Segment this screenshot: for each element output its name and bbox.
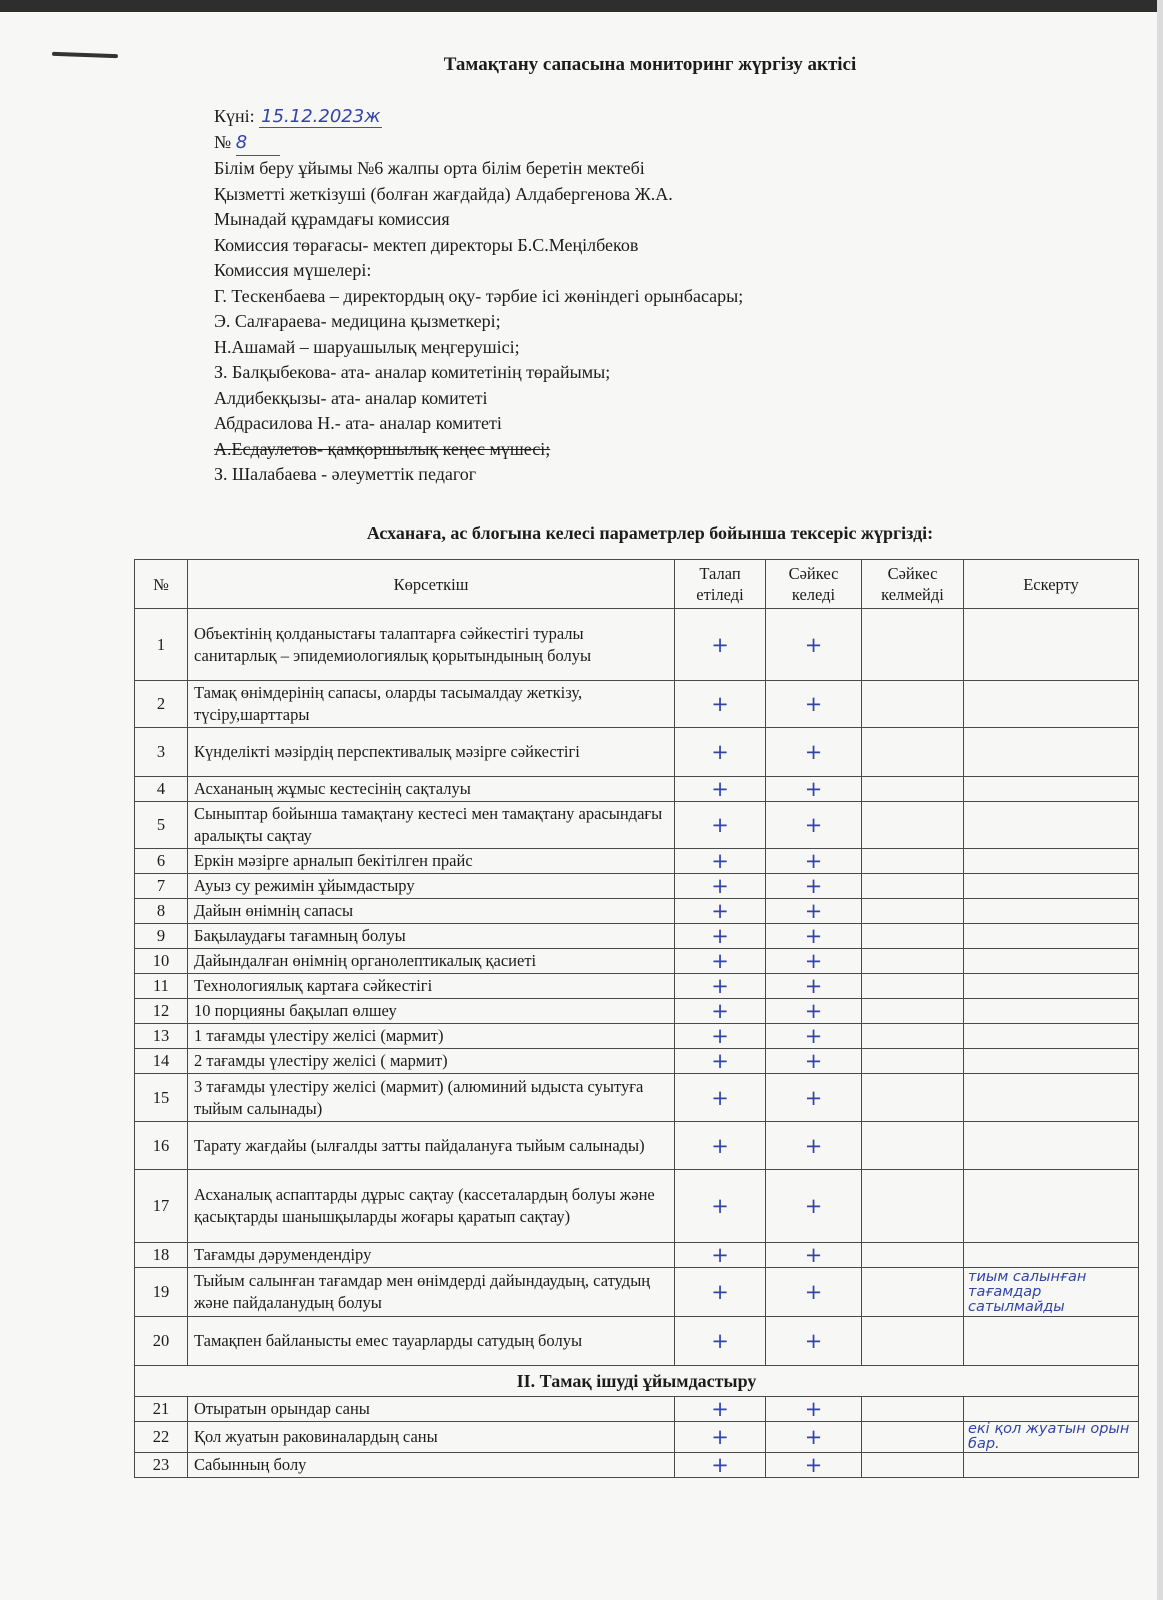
row-note-handwritten: тиым салынған тағамдар сатылмайды bbox=[964, 1268, 1139, 1317]
header-indicator: Көрсеткіш bbox=[188, 560, 675, 609]
row-indicator: 2 тағамды үлестіру желісі ( мармит) bbox=[188, 1049, 675, 1074]
header-matches: Сәйкес келеді bbox=[766, 560, 862, 609]
row-required-mark: + bbox=[675, 1024, 766, 1049]
row-indicator: Ауыз су режимін ұйымдастыру bbox=[188, 874, 675, 899]
row-num: 11 bbox=[135, 974, 188, 999]
row-indicator: Технологиялық картаға сәйкестігі bbox=[188, 974, 675, 999]
member-line: Э. Салғараева- медицина қызметкері; bbox=[214, 311, 501, 331]
row-note bbox=[964, 899, 1139, 924]
row-not-matches bbox=[862, 728, 964, 777]
chairman-line: Комиссия төрағасы- мектеп директоры Б.С.Меңілбеков bbox=[214, 234, 639, 255]
row-matches-mark: + bbox=[766, 924, 862, 949]
row-indicator: Тағамды дәрумендендіру bbox=[188, 1243, 675, 1268]
table-header-row bbox=[135, 560, 1139, 609]
row-num: 7 bbox=[135, 874, 188, 899]
table-row bbox=[135, 1074, 1139, 1122]
scan-right-edge bbox=[1157, 0, 1163, 1600]
row-required-mark: + bbox=[675, 899, 766, 924]
row-note bbox=[964, 949, 1139, 974]
row-required-mark: + bbox=[675, 1317, 766, 1366]
table-row bbox=[135, 1422, 1139, 1453]
row-note bbox=[964, 681, 1139, 728]
row-note bbox=[964, 974, 1139, 999]
row-num: 23 bbox=[135, 1453, 188, 1478]
table-row bbox=[135, 1397, 1139, 1422]
row-not-matches bbox=[862, 1170, 964, 1243]
row-indicator: Дайын өнімнің сапасы bbox=[188, 899, 675, 924]
number-line bbox=[214, 130, 743, 157]
row-num: 22 bbox=[135, 1422, 188, 1453]
row-not-matches bbox=[862, 899, 964, 924]
section-row bbox=[135, 1366, 1139, 1397]
row-not-matches bbox=[862, 777, 964, 802]
table-row bbox=[135, 899, 1139, 924]
row-not-matches bbox=[862, 974, 964, 999]
table-row bbox=[135, 1243, 1139, 1268]
row-required-mark: + bbox=[675, 802, 766, 849]
row-indicator: Еркін мәзірге арналып бекітілген прайс bbox=[188, 849, 675, 874]
row-not-matches bbox=[862, 1422, 964, 1453]
row-indicator: Тамақпен байланысты емес тауарларды сатудың болуы bbox=[188, 1317, 675, 1366]
row-not-matches bbox=[862, 924, 964, 949]
row-num: 9 bbox=[135, 924, 188, 949]
row-note bbox=[964, 1170, 1139, 1243]
row-required-mark: + bbox=[675, 777, 766, 802]
number-value: 8 bbox=[236, 130, 280, 157]
row-not-matches bbox=[862, 874, 964, 899]
row-matches-mark: + bbox=[766, 681, 862, 728]
row-matches-mark: + bbox=[766, 949, 862, 974]
row-not-matches bbox=[862, 999, 964, 1024]
row-note bbox=[964, 777, 1139, 802]
row-note bbox=[964, 999, 1139, 1024]
table-row bbox=[135, 974, 1139, 999]
row-matches-mark: + bbox=[766, 1317, 862, 1366]
row-required-mark: + bbox=[675, 1170, 766, 1243]
row-required-mark: + bbox=[675, 1049, 766, 1074]
row-required-mark: + bbox=[675, 1453, 766, 1478]
table-row bbox=[135, 1317, 1139, 1366]
row-not-matches bbox=[862, 949, 964, 974]
row-matches-mark: + bbox=[766, 1024, 862, 1049]
row-note-handwritten: екі қол жуатын орын бар. bbox=[964, 1422, 1139, 1453]
row-indicator: Тарату жағдайы (ылғалды затты пайдалануға тыйым салынады) bbox=[188, 1122, 675, 1170]
row-num: 1 bbox=[135, 609, 188, 681]
row-not-matches bbox=[862, 849, 964, 874]
row-indicator: Күнделікті мәзірдің перспективалық мәзірге сәйкестігі bbox=[188, 728, 675, 777]
table-row bbox=[135, 1122, 1139, 1170]
row-indicator: Тыйым салынған тағамдар мен өнімдерді дайындаудың, сатудың және пайдаланудың болуы bbox=[188, 1268, 675, 1317]
row-required-mark: + bbox=[675, 974, 766, 999]
row-num: 17 bbox=[135, 1170, 188, 1243]
table-row bbox=[135, 999, 1139, 1024]
row-indicator: Асханалық аспаптарды дұрыс сақтау (кассеталардың болуы және қасықтарды шанышқыларды жоғары қаратып сақтау) bbox=[188, 1170, 675, 1243]
row-indicator: 10 порцияны бақылап өлшеу bbox=[188, 999, 675, 1024]
row-required-mark: + bbox=[675, 609, 766, 681]
row-num: 20 bbox=[135, 1317, 188, 1366]
table-row bbox=[135, 849, 1139, 874]
row-indicator: Қол жуатын раковиналардың саны bbox=[188, 1422, 675, 1453]
inspection-table bbox=[134, 559, 1139, 1478]
member-line: А.Есдаулетов- қамқоршылық кеңес мүшесі; bbox=[214, 438, 551, 459]
number-label: № bbox=[214, 131, 232, 152]
table-row bbox=[135, 609, 1139, 681]
row-indicator: Сабынның болу bbox=[188, 1453, 675, 1478]
row-matches-mark: + bbox=[766, 974, 862, 999]
row-required-mark: + bbox=[675, 874, 766, 899]
row-required-mark: + bbox=[675, 728, 766, 777]
table-row bbox=[135, 874, 1139, 899]
row-note bbox=[964, 1243, 1139, 1268]
row-indicator: 3 тағамды үлестіру желісі (мармит) (алюминий ыдыста суытуға тыйым салынады) bbox=[188, 1074, 675, 1122]
date-line bbox=[214, 104, 743, 130]
row-required-mark: + bbox=[675, 924, 766, 949]
member-line: Г. Тескенбаева – директордың оқу- тәрбие ісі жөніндегі орынбасары; bbox=[214, 285, 744, 306]
row-note bbox=[964, 1122, 1139, 1170]
row-not-matches bbox=[862, 802, 964, 849]
row-matches-mark: + bbox=[766, 1422, 862, 1453]
row-not-matches bbox=[862, 1268, 964, 1317]
row-matches-mark: + bbox=[766, 1049, 862, 1074]
row-not-matches bbox=[862, 1243, 964, 1268]
header-num: № bbox=[135, 560, 188, 609]
row-num: 3 bbox=[135, 728, 188, 777]
row-required-mark: + bbox=[675, 1122, 766, 1170]
row-num: 16 bbox=[135, 1122, 188, 1170]
row-indicator: Сыныптар бойынша тамақтану кестесі мен тамақтану арасындағы аралықты сақтау bbox=[188, 802, 675, 849]
section-2-title: ІІ. Тамақ ішуді ұйымдастыру bbox=[135, 1366, 1139, 1397]
row-num: 5 bbox=[135, 802, 188, 849]
row-note bbox=[964, 1453, 1139, 1478]
date-value: 15.12.2023ж bbox=[261, 106, 381, 127]
table-row bbox=[135, 1453, 1139, 1478]
table-row bbox=[135, 728, 1139, 777]
row-not-matches bbox=[862, 1453, 964, 1478]
row-note bbox=[964, 728, 1139, 777]
supplier-line: Қызметті жеткізуші (болған жағдайда) Алдабергенова Ж.А. bbox=[214, 183, 673, 204]
table-row bbox=[135, 1268, 1139, 1317]
row-required-mark: + bbox=[675, 1268, 766, 1317]
table-row bbox=[135, 1170, 1139, 1243]
row-required-mark: + bbox=[675, 1422, 766, 1453]
row-indicator: Тамақ өнімдерінің сапасы, оларды тасымалдау жеткізу, түсіру,шарттары bbox=[188, 681, 675, 728]
row-matches-mark: + bbox=[766, 999, 862, 1024]
table-row bbox=[135, 1049, 1139, 1074]
row-indicator: 1 тағамды үлестіру желісі (мармит) bbox=[188, 1024, 675, 1049]
row-not-matches bbox=[862, 1397, 964, 1422]
row-indicator: Объектінің қолданыстағы талаптарға сәйкестігі туралы санитарлық – эпидемиологиялық қорытындының болуы bbox=[188, 609, 675, 681]
header-not-matches: Сәйкес келмейді bbox=[862, 560, 964, 609]
row-matches-mark: + bbox=[766, 609, 862, 681]
row-note bbox=[964, 874, 1139, 899]
row-required-mark: + bbox=[675, 681, 766, 728]
row-required-mark: + bbox=[675, 849, 766, 874]
row-matches-mark: + bbox=[766, 1453, 862, 1478]
row-note bbox=[964, 1074, 1139, 1122]
row-matches-mark: + bbox=[766, 899, 862, 924]
row-not-matches bbox=[862, 1049, 964, 1074]
row-matches-mark: + bbox=[766, 1170, 862, 1243]
table-row bbox=[135, 1024, 1139, 1049]
row-not-matches bbox=[862, 681, 964, 728]
row-note bbox=[964, 1049, 1139, 1074]
row-note bbox=[964, 1317, 1139, 1366]
row-indicator: Бақылаудағы тағамның болуы bbox=[188, 924, 675, 949]
row-matches-mark: + bbox=[766, 1122, 862, 1170]
row-matches-mark: + bbox=[766, 1268, 862, 1317]
row-matches-mark: + bbox=[766, 874, 862, 899]
row-matches-mark: + bbox=[766, 728, 862, 777]
row-note bbox=[964, 924, 1139, 949]
row-indicator: Дайындалған өнімнің органолептикалық қасиеті bbox=[188, 949, 675, 974]
row-num: 10 bbox=[135, 949, 188, 974]
row-num: 12 bbox=[135, 999, 188, 1024]
row-matches-mark: + bbox=[766, 849, 862, 874]
header-required: Талап етіледі bbox=[675, 560, 766, 609]
row-required-mark: + bbox=[675, 949, 766, 974]
header-note: Ескерту bbox=[964, 560, 1139, 609]
row-note bbox=[964, 1024, 1139, 1049]
table-row bbox=[135, 924, 1139, 949]
member-line: Абдрасилова Н.- ата- аналар комитеті bbox=[214, 413, 502, 433]
row-num: 13 bbox=[135, 1024, 188, 1049]
row-required-mark: + bbox=[675, 1397, 766, 1422]
row-num: 18 bbox=[135, 1243, 188, 1268]
member-line: З. Балқыбекова- ата- аналар комитетінің төрайымы; bbox=[214, 362, 611, 382]
row-note bbox=[964, 1397, 1139, 1422]
row-num: 2 bbox=[135, 681, 188, 728]
row-required-mark: + bbox=[675, 1243, 766, 1268]
row-not-matches bbox=[862, 1317, 964, 1366]
date-label: Күні: bbox=[214, 106, 255, 126]
row-indicator: Асхананың жұмыс кестесінің сақталуы bbox=[188, 777, 675, 802]
row-matches-mark: + bbox=[766, 802, 862, 849]
row-note bbox=[964, 802, 1139, 849]
school-line: Білім беру ұйымы №6 жалпы орта білім беретін мектебі bbox=[214, 158, 645, 178]
document-header bbox=[214, 104, 743, 488]
row-num: 8 bbox=[135, 899, 188, 924]
members-label: Комиссия мүшелері: bbox=[214, 260, 372, 280]
row-matches-mark: + bbox=[766, 1243, 862, 1268]
scan-top-edge bbox=[0, 0, 1163, 12]
table-row bbox=[135, 777, 1139, 802]
commission-intro: Мынадай құрамдағы комиссия bbox=[214, 209, 450, 229]
row-required-mark: + bbox=[675, 999, 766, 1024]
row-indicator: Отыратын орындар саны bbox=[188, 1397, 675, 1422]
row-matches-mark: + bbox=[766, 1074, 862, 1122]
table-row bbox=[135, 949, 1139, 974]
member-line: Алдибекқызы- ата- аналар комитеті bbox=[214, 387, 488, 408]
row-not-matches bbox=[862, 1024, 964, 1049]
row-not-matches bbox=[862, 609, 964, 681]
row-num: 21 bbox=[135, 1397, 188, 1422]
row-num: 4 bbox=[135, 777, 188, 802]
row-note bbox=[964, 849, 1139, 874]
row-num: 15 bbox=[135, 1074, 188, 1122]
row-matches-mark: + bbox=[766, 777, 862, 802]
row-not-matches bbox=[862, 1074, 964, 1122]
row-not-matches bbox=[862, 1122, 964, 1170]
row-num: 6 bbox=[135, 849, 188, 874]
table-row bbox=[135, 681, 1139, 728]
member-line: Н.Ашамай – шаруашылық меңгерушісі; bbox=[214, 336, 520, 357]
row-matches-mark: + bbox=[766, 1397, 862, 1422]
row-num: 19 bbox=[135, 1268, 188, 1317]
row-num: 14 bbox=[135, 1049, 188, 1074]
row-note bbox=[964, 609, 1139, 681]
row-required-mark: + bbox=[675, 1074, 766, 1122]
section-title: Асханаға, ас блогына келесі параметрлер бойынша тексеріс жүргізді: bbox=[366, 523, 934, 543]
document-title: Тамақтану сапасына мониторинг жүргізу актісі bbox=[443, 54, 857, 75]
member-line: З. Шалабаева - әлеуметтік педагог bbox=[214, 464, 477, 484]
table-row bbox=[135, 802, 1139, 849]
